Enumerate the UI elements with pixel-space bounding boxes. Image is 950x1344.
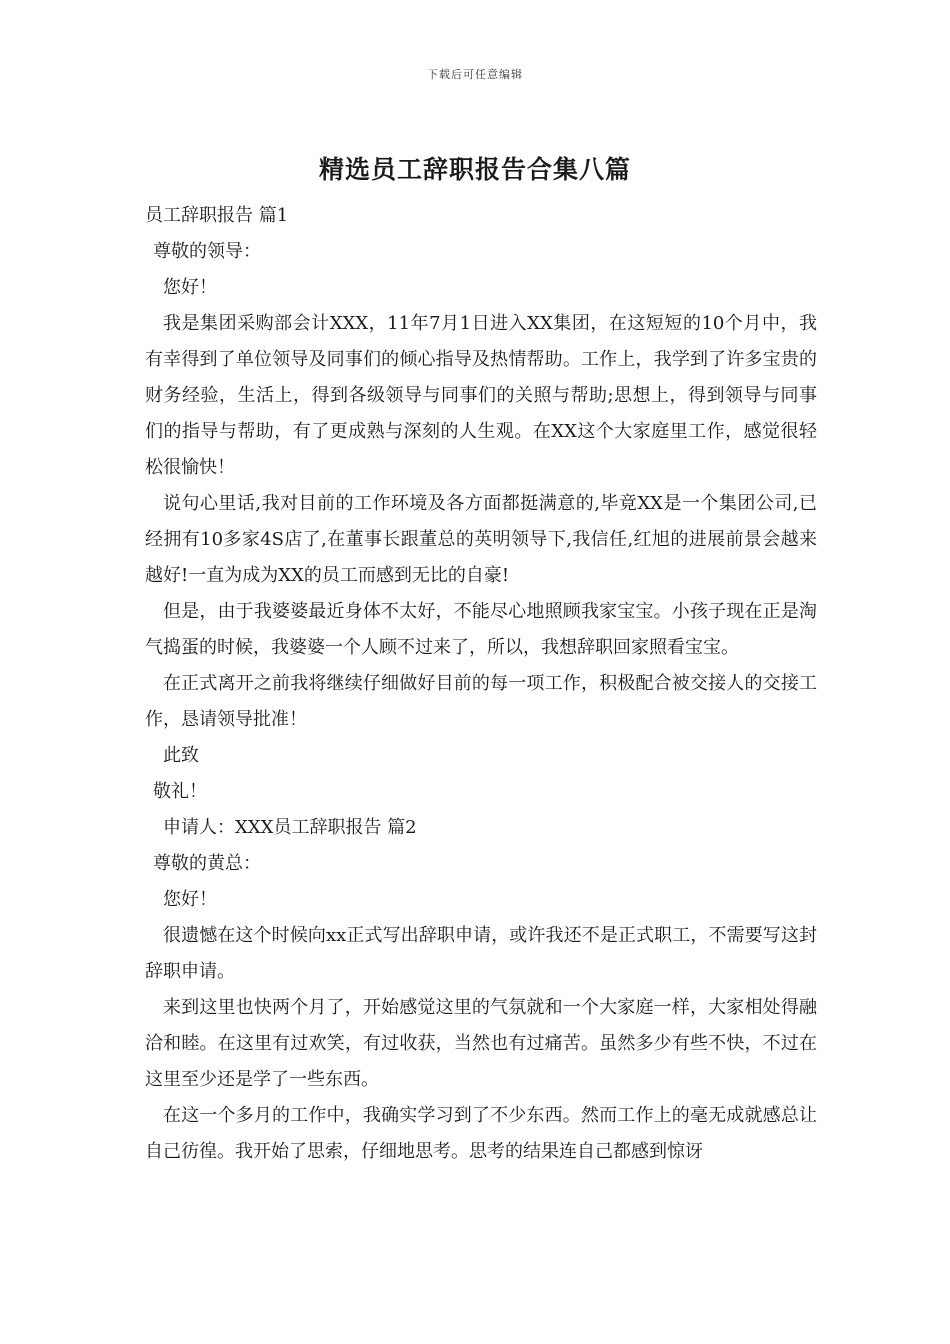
header-note: 下载后可任意编辑 bbox=[427, 68, 523, 81]
paragraph: 在正式离开之前我将继续仔细做好目前的每一项工作，积极配合被交接人的交接工作，恳请领导批准！ bbox=[145, 673, 817, 730]
greeting: 您好！ bbox=[163, 889, 217, 910]
paragraph: 很遗憾在这个时候向xx正式写出辞职申请，或许我还不是正式职工，不需要写这封辞职申请。 bbox=[145, 925, 817, 982]
paragraph: 但是，由于我婆婆最近身体不太好，不能尽心地照顾我家宝宝。小孩子现在正是淘气捣蛋的时候，我婆婆一个人顾不过来了，所以，我想辞职回家照看宝宝。 bbox=[145, 601, 817, 658]
paragraph: 说句心里话,我对目前的工作环境及各方面都挺满意的,毕竟XX是一个集团公司,已经拥有10多家4S店了,在董事长跟董总的英明领导下,我信任,红旭的进展前景会越来越好!一直为成为XX的员工而感到无比的自豪! bbox=[145, 493, 817, 586]
greeting: 您好！ bbox=[163, 277, 217, 298]
closing-line: 敬礼！ bbox=[153, 781, 207, 802]
closing-line: 此致 bbox=[163, 745, 199, 766]
salutation: 尊敬的领导： bbox=[153, 241, 261, 262]
section-heading: 员工辞职报告 篇1 bbox=[145, 205, 289, 226]
document-title: 精选员工辞职报告合集八篇 bbox=[318, 155, 631, 184]
paragraph: 我是集团采购部会计XXX，11年7月1日进入XX集团，在这短短的10个月中，我有幸得到了单位领导及同事们的倾心指导及热情帮助。工作上，我学到了许多宝贵的财务经验，生活上，得到各级领导与同事们的关照与帮助;思想上，得到领导与同事们的指导与帮助，有了更成熟与深刻的人生观。在XX这个大家庭里工作，感觉很轻松很愉快！ bbox=[145, 313, 817, 478]
signer-and-section-heading: 申请人：XXX员工辞职报告 篇2 bbox=[163, 817, 417, 838]
salutation: 尊敬的黄总： bbox=[153, 853, 261, 874]
paragraph: 在这一个多月的工作中，我确实学习到了不少东西。然而工作上的毫无成就感总让自己彷徨。我开始了思索，仔细地思考。思考的结果连自己都感到惊讶 bbox=[145, 1105, 817, 1162]
document-body bbox=[145, 198, 817, 1170]
paragraph: 来到这里也快两个月了，开始感觉这里的气氛就和一个大家庭一样，大家相处得融洽和睦。在这里有过欢笑，有过收获，当然也有过痛苦。虽然多少有些不快，不过在这里至少还是学了一些东西。 bbox=[145, 997, 817, 1090]
